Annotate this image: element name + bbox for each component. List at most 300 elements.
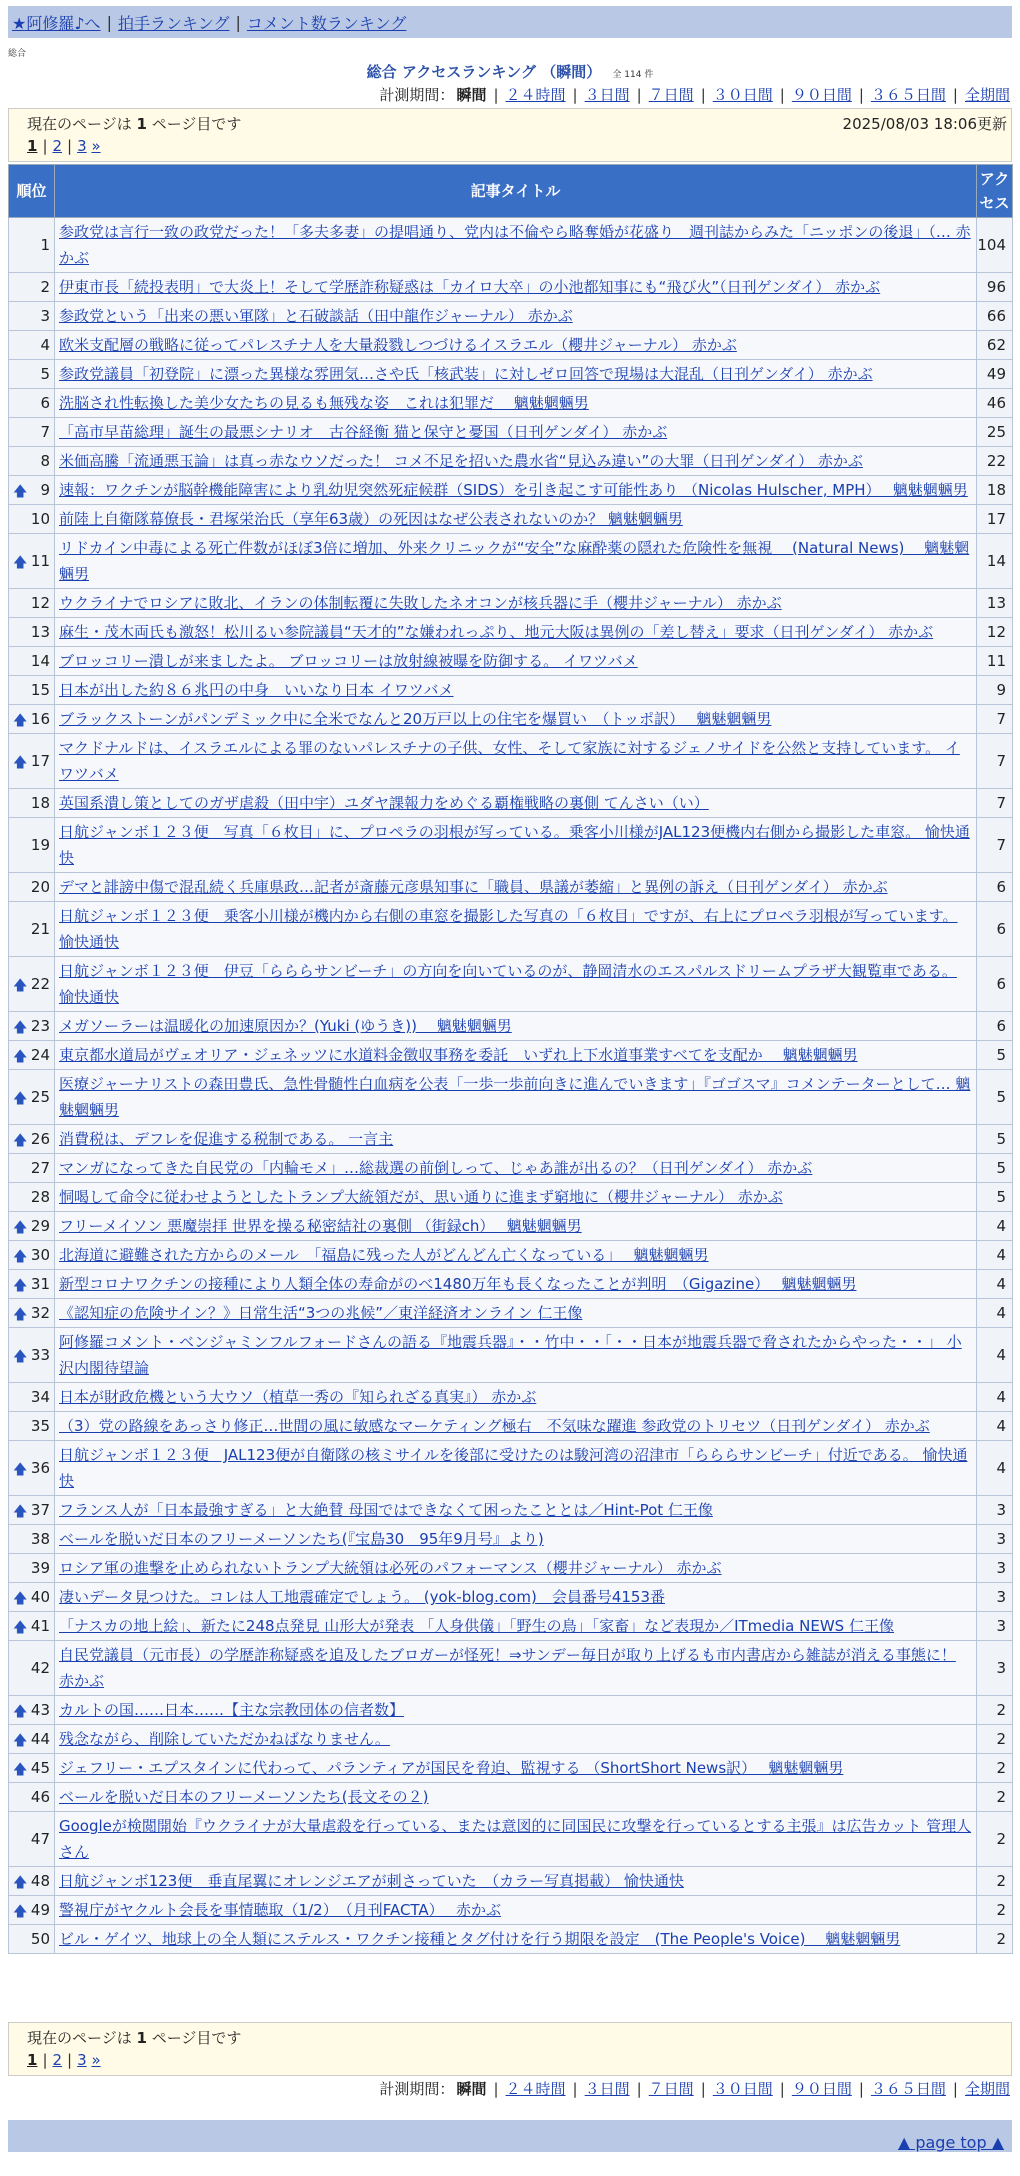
access-count: 4 — [977, 1241, 1013, 1270]
rank-cell — [9, 1583, 55, 1612]
rank-number: 20 — [30, 878, 50, 896]
period-link[interactable]: ３０日間 — [712, 2080, 773, 2098]
table-row — [9, 902, 1013, 957]
rank-cell — [9, 1612, 55, 1641]
rank-number: 13 — [30, 623, 50, 641]
title-cell — [55, 476, 977, 505]
article-link[interactable]: 麻生・茂木両氏も激怒！松川るい参院議員“天才的”な嫌われっぷり、地元大阪は異例の「差し替え」要求（日刊ゲンダイ） 赤かぶ — [59, 623, 934, 641]
title-cell — [55, 676, 977, 705]
article-link[interactable]: 日本が出した約８６兆円の中身 いいなり日本 イワツバメ — [59, 681, 454, 699]
rank-cell — [9, 1725, 55, 1754]
rank-number: 9 — [40, 481, 50, 499]
table-row — [9, 331, 1013, 360]
period-separator: | — [858, 2080, 864, 2098]
pager-separator: | — [42, 2051, 48, 2069]
title-cell — [55, 273, 977, 302]
article-link[interactable]: 「高市早苗総理」誕生の最悪シナリオ 古谷経衡 猫と保守と憂国（日刊ゲンダイ） 赤かぶ — [59, 423, 668, 441]
article-link[interactable]: マンガになってきた自民党の「内輪モメ」…総裁選の前倒しって、じゃあ誰が出るの？（日刊ゲンダイ） 赤かぶ — [59, 1159, 813, 1177]
period-link[interactable]: ９０日間 — [791, 2080, 852, 2098]
article-link[interactable]: 北海道に避難された方からのメール 「福島に残った人がどんどん亡くなっている」 魑魅魍魎男 — [59, 1246, 709, 1264]
table-row — [9, 389, 1013, 418]
title-cell — [55, 1525, 977, 1554]
rank-cell — [9, 618, 55, 647]
article-link[interactable]: ロシア軍の進撃を止められないトランプ大統領は必死のパフォーマンス（櫻井ジャーナル） 赤かぶ — [59, 1559, 722, 1577]
title-cell — [55, 1270, 977, 1299]
rank-cell — [9, 1270, 55, 1299]
pager-current[interactable]: 1 — [27, 2051, 38, 2069]
access-count: 7 — [977, 818, 1013, 873]
table-row — [9, 676, 1013, 705]
ranking-title-text: 総合 アクセスランキング （瞬間） — [366, 63, 602, 81]
table-row — [9, 1812, 1013, 1867]
up-arrow-icon: 🡅 — [13, 555, 28, 571]
rank-cell — [9, 818, 55, 873]
table-row — [9, 1441, 1013, 1496]
title-cell — [55, 1641, 977, 1696]
article-link[interactable]: Googleが検閲開始『ウクライナが大量虐殺を行っている、または意図的に同国民に攻撃を行っているとする主張』は広告カット 管理人さん — [59, 1817, 972, 1861]
nav-separator: | — [106, 12, 112, 32]
access-count: 22 — [977, 447, 1013, 476]
period-link[interactable]: ９０日間 — [791, 86, 852, 104]
up-arrow-icon: 🡅 — [13, 1904, 28, 1920]
table-row — [9, 1299, 1013, 1328]
access-count: 5 — [977, 1041, 1013, 1070]
title-cell — [55, 447, 977, 476]
article-link[interactable]: リドカイン中毒による死亡件数がほぼ3倍に増加、外来クリニックが“安全”な麻酔薬の隠れた危険性を無視 (Natural News) 魑魅魍魎男 — [59, 539, 970, 583]
table-row — [9, 1612, 1013, 1641]
access-count: 2 — [977, 1812, 1013, 1867]
rank-number: 8 — [40, 452, 50, 470]
pager-page-link[interactable]: 2 — [52, 137, 63, 155]
header-title: 記事タイトル — [55, 165, 977, 218]
rank-cell — [9, 1641, 55, 1696]
period-link[interactable]: ２４時間 — [505, 2080, 566, 2098]
table-row — [9, 505, 1013, 534]
rank-number: 41 — [30, 1617, 50, 1635]
rank-cell — [9, 957, 55, 1012]
rank-number: 35 — [30, 1417, 50, 1435]
table-row — [9, 1328, 1013, 1383]
table-row — [9, 1641, 1013, 1696]
article-link[interactable]: フランス人が「日本最強すぎる」と大絶賛 母国ではできなくて困ったこととは／Hint-Pot 仁王像 — [59, 1501, 713, 1519]
rank-cell — [9, 647, 55, 676]
rank-cell — [9, 1925, 55, 1954]
period-separator: | — [493, 86, 499, 104]
up-arrow-icon: 🡅 — [13, 978, 28, 994]
table-row — [9, 957, 1013, 1012]
table-row — [9, 1212, 1013, 1241]
rank-number: 37 — [30, 1501, 50, 1519]
rank-number: 40 — [30, 1588, 50, 1606]
article-link[interactable]: 凄いデータ見つけた。コレは人工地震確定でしょう。 (yok-blog.com) 会員番号4153番 — [59, 1588, 665, 1606]
title-cell — [55, 1041, 977, 1070]
rank-number: 23 — [30, 1017, 50, 1035]
period-bar-top — [379, 84, 1010, 105]
period-link[interactable]: ３６５日間 — [870, 86, 946, 104]
article-link[interactable]: ウクライナでロシアに敗北、イランの体制転覆に失敗したネオコンが核兵器に手（櫻井ジャーナル） 赤かぶ — [59, 594, 782, 612]
access-count: 4 — [977, 1299, 1013, 1328]
top-nav-bar — [8, 6, 1012, 38]
period-separator: | — [572, 2080, 578, 2098]
table-row — [9, 705, 1013, 734]
article-link[interactable]: ブロッコリー潰しが来ましたよ。 ブロッコリーは放射線被曝を防御する。 イワツバメ — [59, 652, 638, 670]
table-row — [9, 1867, 1013, 1896]
pager-links — [27, 2051, 101, 2069]
access-count: 7 — [977, 705, 1013, 734]
rank-cell — [9, 273, 55, 302]
table-row — [9, 1496, 1013, 1525]
title-cell — [55, 1125, 977, 1154]
article-link[interactable]: 前陸上自衛隊幕僚長・君塚栄治氏（享年63歳）の死因はなぜ公表されないのか？ 魑魅魍魎男 — [59, 510, 683, 528]
article-link[interactable]: 速報：ワクチンが脳幹機能障害により乳幼児突然死症候群（SIDS）を引き起こす可能性あり （Nicolas Hulscher, MPH） 魑魅魍魎男 — [59, 481, 968, 499]
article-link[interactable]: 日航ジャンボ１２３便 JAL123便が自衛隊の核ミサイルを後部に受けたのは駿河湾の沼津市「らららサンビーチ」付近である。 愉快通快 — [59, 1446, 968, 1490]
title-cell — [55, 302, 977, 331]
pager-top — [8, 108, 1012, 162]
table-row — [9, 302, 1013, 331]
up-arrow-icon: 🡅 — [13, 1620, 28, 1636]
title-cell — [55, 957, 977, 1012]
period-label: 計測期間： — [379, 2080, 455, 2098]
article-link[interactable]: ベールを脱いだ日本のフリーメーソンたち(長文その２) — [59, 1788, 429, 1806]
article-link[interactable]: 日本が財政危機という大ウソ（植草一秀の『知られざる真実』） 赤かぶ — [59, 1388, 537, 1406]
rank-number: 33 — [30, 1346, 50, 1364]
article-link[interactable]: 参政党は言行一致の政党だった！「多夫多妻」の提唱通り、党内は不倫やら略奪婚が花盛り 週刊誌からみた「ニッポンの後退」（… 赤かぶ — [59, 223, 971, 267]
period-links — [486, 84, 1010, 105]
article-link[interactable]: フリーメイソン 悪魔崇拝 世界を操る秘密結社の裏側 （街録ch） 魑魅魍魎男 — [59, 1217, 582, 1235]
table-row — [9, 734, 1013, 789]
article-link[interactable]: 日航ジャンボ１２３便 伊豆「らららサンビーチ」の方向を向いているのが、静岡清水のエスパルスドリームプラザ大観覧車である。 愉快通快 — [59, 962, 957, 1006]
period-separator: | — [636, 2080, 642, 2098]
rank-number: 11 — [30, 552, 50, 570]
current-page-text: 現在のページは 1 ページ目です — [27, 115, 242, 133]
period-link[interactable]: ３日間 — [584, 2080, 630, 2098]
access-count: 5 — [977, 1183, 1013, 1212]
article-link[interactable]: 日航ジャンボ１２３便 乗客小川様が機内から右側の車窓を撮影した写真の「６枚目」ですが、右上にプロペラ羽根が写っています。 愉快通快 — [59, 907, 958, 951]
article-link[interactable]: 参政党という「出来の悪い軍隊」と石破談話（田中龍作ジャーナル） 赤かぶ — [59, 307, 573, 325]
rank-number: 22 — [30, 975, 50, 993]
article-link[interactable]: 伊東市長「続投表明」で大炎上！そして学歴詐称疑惑は「カイロ大卒」の小池都知事にも“飛び火”（日刊ゲンダイ） 赤かぶ — [59, 278, 881, 296]
page-top-link[interactable]: ▲ page top ▲ — [897, 2133, 1004, 2152]
access-count: 2 — [977, 1896, 1013, 1925]
article-link[interactable]: メガソーラーは温暖化の加速原因か？(Yuki (ゆうき)) 魑魅魍魎男 — [59, 1017, 512, 1035]
rank-number: 18 — [30, 794, 50, 812]
title-cell — [55, 902, 977, 957]
title-cell — [55, 1070, 977, 1125]
title-cell — [55, 1496, 977, 1525]
table-row — [9, 1412, 1013, 1441]
title-cell — [55, 418, 977, 447]
rank-cell — [9, 1041, 55, 1070]
rank-number: 10 — [30, 510, 50, 528]
rank-number: 30 — [30, 1246, 50, 1264]
article-link[interactable]: 残念ながら、削除していただかねばなりません。 — [59, 1730, 390, 1748]
article-link[interactable]: 阿修羅コメント・ベンジャミンフルフォードさんの語る『地震兵器』・・竹中・・「・・日本が地震兵器で脅されたからやった・・」 小沢内閣待望論 — [59, 1333, 962, 1377]
rank-number: 29 — [30, 1217, 50, 1235]
access-count: 14 — [977, 534, 1013, 589]
article-link[interactable]: 警視庁がヤクルト会長を事情聴取（1/2） （月刊FACTA） 赤かぶ — [59, 1901, 501, 1919]
rank-cell — [9, 1183, 55, 1212]
article-link[interactable]: ビル・ゲイツ、地球上の全人類にステルス・ワクチン接種とタグ付けを行う期限を設定 (The People's Voice) 魑魅魍魎男 — [59, 1930, 901, 1948]
rank-number: 31 — [30, 1275, 50, 1293]
rank-number: 26 — [30, 1130, 50, 1148]
table-row — [9, 418, 1013, 447]
table-row — [9, 618, 1013, 647]
access-count: 6 — [977, 1012, 1013, 1041]
title-cell — [55, 1554, 977, 1583]
article-link[interactable]: 「ナスカの地上絵」、新たに248点発見 山形大が発表 「人身供儀」「野生の鳥」「家畜」など表現か／ITmedia NEWS 仁王像 — [59, 1617, 894, 1635]
title-cell — [55, 331, 977, 360]
rank-cell — [9, 218, 55, 273]
article-link[interactable]: 欧米支配層の戦略に従ってパレスチナ人を大量殺戮しつづけるイスラエル（櫻井ジャーナル） 赤かぶ — [59, 336, 737, 354]
period-link[interactable]: ７日間 — [648, 2080, 694, 2098]
pager-next-link[interactable]: » — [91, 2051, 101, 2069]
title-cell — [55, 389, 977, 418]
up-arrow-icon: 🡅 — [13, 1349, 28, 1365]
title-cell — [55, 647, 977, 676]
up-arrow-icon: 🡅 — [13, 1875, 28, 1891]
title-cell — [55, 505, 977, 534]
title-cell — [55, 789, 977, 818]
rank-cell — [9, 476, 55, 505]
table-row — [9, 818, 1013, 873]
table-row — [9, 1383, 1013, 1412]
ranking-table — [8, 164, 1013, 1954]
table-row — [9, 1183, 1013, 1212]
title-cell — [55, 1583, 977, 1612]
access-count: 18 — [977, 476, 1013, 505]
table-row — [9, 1070, 1013, 1125]
clap-ranking-link[interactable]: 拍手ランキング — [117, 13, 230, 33]
period-link[interactable]: 全期間 — [964, 2080, 1010, 2098]
title-cell — [55, 589, 977, 618]
access-count: 4 — [977, 1441, 1013, 1496]
article-link[interactable]: 自民党議員（元市長）の学歴詐称疑惑を追及したブロガーが怪死！⇒サンデー毎日が取り上げるも市内書店から雑誌が消える事態に！ 赤かぶ — [59, 1646, 956, 1690]
article-link[interactable]: ベールを脱いだ日本のフリーメーソンたち(『宝島30 95年9月号』より) — [59, 1530, 544, 1548]
access-count: 4 — [977, 1212, 1013, 1241]
home-link[interactable]: ★阿修羅♪へ — [12, 13, 101, 33]
pager-page-link[interactable]: 3 — [77, 2051, 87, 2069]
section-label: 総合 — [8, 49, 27, 59]
table-row — [9, 1754, 1013, 1783]
access-count: 4 — [977, 1383, 1013, 1412]
table-row — [9, 476, 1013, 505]
table-row — [9, 1012, 1013, 1041]
access-count: 5 — [977, 1070, 1013, 1125]
period-link[interactable]: ３日間 — [584, 86, 630, 104]
rank-number: 32 — [30, 1304, 50, 1322]
rank-number: 16 — [30, 710, 50, 728]
access-count: 13 — [977, 589, 1013, 618]
title-cell — [55, 1696, 977, 1725]
rank-number: 50 — [30, 1930, 50, 1948]
article-link[interactable]: 《認知症の危険サイン？》日常生活“3つの兆候”／東洋経済オンライン 仁王像 — [59, 1304, 583, 1322]
access-count: 6 — [977, 873, 1013, 902]
period-separator: | — [636, 86, 642, 104]
up-arrow-icon: 🡅 — [13, 1762, 28, 1778]
rank-number: 47 — [30, 1830, 50, 1848]
rank-number: 34 — [30, 1388, 50, 1406]
title-cell — [55, 1154, 977, 1183]
rank-number: 17 — [30, 752, 50, 770]
rank-cell — [9, 447, 55, 476]
article-link[interactable]: 洗脳され性転換した美少女たちの見るも無残な姿 これは犯罪だ 魑魅魍魎男 — [59, 394, 589, 412]
table-row — [9, 1696, 1013, 1725]
access-count: 2 — [977, 1783, 1013, 1812]
ranking-count: 全 114 件 — [612, 70, 654, 80]
up-arrow-icon: 🡅 — [13, 1591, 28, 1607]
access-count: 7 — [977, 789, 1013, 818]
period-selected: 瞬間 — [456, 2080, 487, 2098]
rank-number: 24 — [30, 1046, 50, 1064]
period-link[interactable]: ２４時間 — [505, 86, 566, 104]
title-cell — [55, 1299, 977, 1328]
table-row — [9, 789, 1013, 818]
title-cell — [55, 360, 977, 389]
rank-cell — [9, 1154, 55, 1183]
access-count: 2 — [977, 1867, 1013, 1896]
updated-timestamp: 2025/08/03 18:06更新 — [842, 115, 1007, 133]
pager-page-link[interactable]: 3 — [77, 137, 87, 155]
article-link[interactable]: デマと誹謗中傷で混乱続く兵庫県政…記者が斎藤元彦県知事に「職員、県議が萎縮」と異例の訴え（日刊ゲンダイ） 赤かぶ — [59, 878, 888, 896]
table-row — [9, 647, 1013, 676]
access-count: 2 — [977, 1754, 1013, 1783]
access-count: 104 — [977, 218, 1013, 273]
table-row — [9, 1125, 1013, 1154]
rank-cell — [9, 1125, 55, 1154]
up-arrow-icon: 🡅 — [13, 1733, 28, 1749]
rank-cell — [9, 1554, 55, 1583]
up-arrow-icon: 🡅 — [13, 1704, 28, 1720]
rank-number: 21 — [30, 920, 50, 938]
rank-cell — [9, 534, 55, 589]
article-link[interactable]: 恫喝して命令に従わせようとしたトランプ大統領だが、思い通りに進まず窮地に（櫻井ジャーナル） 赤かぶ — [59, 1188, 783, 1206]
article-link[interactable]: 英国系潰し策としてのガザ虐殺（田中宇）ユダヤ課報力をめぐる覇権戦略の裏側 てんさい（い） — [59, 794, 709, 812]
period-separator: | — [952, 2080, 958, 2098]
access-count: 3 — [977, 1554, 1013, 1583]
pager-page-link[interactable]: 2 — [52, 2051, 63, 2069]
rank-cell — [9, 1241, 55, 1270]
article-link[interactable]: （3）党の路線をあっさり修正…世間の風に敏感なマーケティング極右 不気味な躍進 参政党のトリセツ（日刊ゲンダイ） 赤かぶ — [59, 1417, 930, 1435]
article-link[interactable]: 消費税は、デフレを促進する税制である。 一言主 — [59, 1130, 394, 1148]
up-arrow-icon: 🡅 — [13, 1504, 28, 1520]
title-cell — [55, 618, 977, 647]
access-count: 2 — [977, 1925, 1013, 1954]
rank-number: 48 — [30, 1872, 50, 1890]
access-count: 3 — [977, 1525, 1013, 1554]
table-row — [9, 447, 1013, 476]
title-cell — [55, 1612, 977, 1641]
rank-number: 27 — [30, 1159, 50, 1177]
rank-cell — [9, 1867, 55, 1896]
period-link[interactable]: ７日間 — [648, 86, 694, 104]
rank-number: 19 — [30, 836, 50, 854]
article-link[interactable]: 参政党議員「初登院」に漂った異様な雰囲気…さや氏「核武装」に対しゼロ回答で現場は大混乱（日刊ゲンダイ） 赤かぶ — [59, 365, 873, 383]
period-link[interactable]: 全期間 — [964, 86, 1010, 104]
rank-number: 14 — [30, 652, 50, 670]
up-arrow-icon: 🡅 — [13, 1091, 28, 1107]
rank-number: 42 — [30, 1659, 50, 1677]
access-count: 25 — [977, 418, 1013, 447]
period-link[interactable]: ３０日間 — [712, 86, 773, 104]
table-row — [9, 1896, 1013, 1925]
title-cell — [55, 1012, 977, 1041]
title-cell — [55, 873, 977, 902]
title-cell — [55, 218, 977, 273]
access-count: 3 — [977, 1583, 1013, 1612]
table-row — [9, 1725, 1013, 1754]
rank-cell — [9, 789, 55, 818]
pager-separator: | — [67, 137, 73, 155]
title-cell — [55, 1383, 977, 1412]
title-cell — [55, 818, 977, 873]
access-count: 2 — [977, 1696, 1013, 1725]
rank-number: 36 — [30, 1459, 50, 1477]
rank-number: 15 — [30, 681, 50, 699]
table-row — [9, 534, 1013, 589]
pager-current[interactable]: 1 — [27, 137, 38, 155]
rank-number: 3 — [40, 307, 50, 325]
title-cell — [55, 1328, 977, 1383]
comment-ranking-link[interactable]: コメント数ランキング — [246, 13, 407, 33]
article-link[interactable]: 新型コロナワクチンの接種により人類全体の寿命がのべ1480万年も長くなったことが判明 （Gigazine） 魑魅魍魎男 — [59, 1275, 857, 1293]
access-count: 62 — [977, 331, 1013, 360]
article-link[interactable]: 日航ジャンボ123便 垂直尾翼にオレンジエアが刺さっていた （カラー写真掲載） 愉快通快 — [59, 1872, 684, 1890]
title-cell — [55, 1241, 977, 1270]
article-link[interactable]: 医療ジャーナリストの森田豊氏、急性骨髄性白血病を公表「一歩一歩前向きに進んでいきます」『ゴゴスマ』コメンテーターとして… 魑魅魍魎男 — [59, 1075, 971, 1119]
period-separator: | — [700, 86, 706, 104]
title-cell — [55, 705, 977, 734]
access-count: 6 — [977, 957, 1013, 1012]
rank-number: 1 — [40, 236, 50, 254]
rank-cell — [9, 1299, 55, 1328]
rank-number: 49 — [30, 1901, 50, 1919]
access-count: 9 — [977, 676, 1013, 705]
article-link[interactable]: カルトの国……日本……【主な宗教団体の信者数】 — [59, 1701, 405, 1719]
rank-number: 44 — [30, 1730, 50, 1748]
title-cell — [55, 1441, 977, 1496]
access-count: 11 — [977, 647, 1013, 676]
footer-bar — [8, 2120, 1012, 2152]
access-count: 96 — [977, 273, 1013, 302]
article-link[interactable]: 米価高騰「流通悪玉論」は真っ赤なウソだった！ コメ不足を招いた農水省“見込み違い”の大罪（日刊ゲンダイ） 赤かぶ — [59, 452, 863, 470]
table-row — [9, 1583, 1013, 1612]
title-cell — [55, 1183, 977, 1212]
article-link[interactable]: 東京都水道局がヴェオリア・ジェネッツに水道料金徴収事務を委託 いずれ上下水道事業すべてを支配か 魑魅魍魎男 — [59, 1046, 858, 1064]
pager-next-link[interactable]: » — [91, 137, 101, 155]
pager-bottom — [8, 2022, 1012, 2076]
rank-cell — [9, 1070, 55, 1125]
table-row — [9, 1925, 1013, 1954]
article-link[interactable]: 日航ジャンボ１２３便 写真「６枚目」に、プロペラの羽根が写っている。乗客小川様がJAL123便機内右側から撮影した車窓。 愉快通快 — [59, 823, 970, 867]
rank-number: 2 — [40, 278, 50, 296]
rank-number: 45 — [30, 1759, 50, 1777]
rank-number: 25 — [30, 1088, 50, 1106]
article-link[interactable]: マクドナルドは、イスラエルによる罪のないパレスチナの子供、女性、そして家族に対するジェノサイドを公然と支持しています。 イワツバメ — [59, 739, 960, 783]
rank-cell — [9, 1012, 55, 1041]
article-link[interactable]: ジェフリー・エプスタインに代わって、パランティアが国民を脅迫、監視する （ShortShort News訳） 魑魅魍魎男 — [59, 1759, 844, 1777]
table-row — [9, 218, 1013, 273]
rank-cell — [9, 302, 55, 331]
access-count: 5 — [977, 1125, 1013, 1154]
access-count: 49 — [977, 360, 1013, 389]
period-link[interactable]: ３６５日間 — [870, 2080, 946, 2098]
rank-cell — [9, 1783, 55, 1812]
title-cell — [55, 1812, 977, 1867]
header-access: アクセス — [977, 165, 1013, 218]
rank-cell — [9, 873, 55, 902]
article-link[interactable]: ブラックストーンがパンデミック中に全米でなんと20万戸以上の住宅を爆買い （トッポ訳） 魑魅魍魎男 — [59, 710, 772, 728]
period-bar-bottom — [379, 2078, 1010, 2099]
